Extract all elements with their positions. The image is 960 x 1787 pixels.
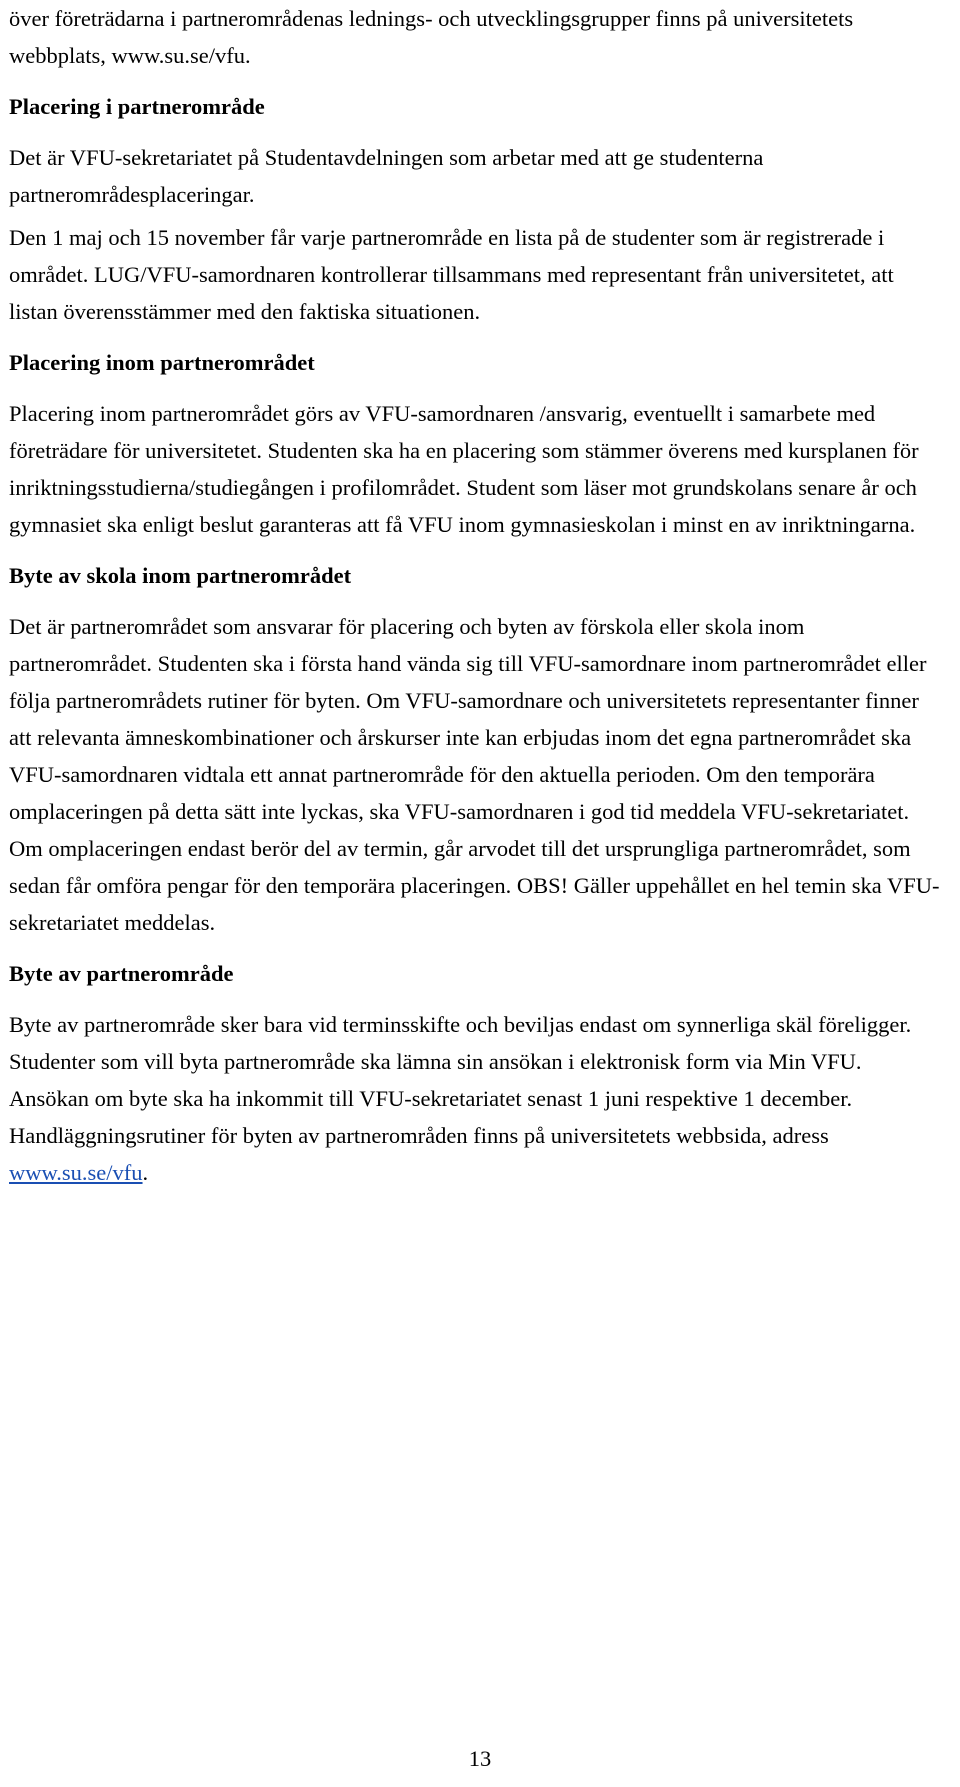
section-heading-byte-av-skola: Byte av skola inom partnerområdet [9,563,352,588]
section-heading-placering-i-partneromrade: Placering i partnerområde [9,94,265,119]
section-4-text: Byte av partnerområde sker bara vid terminsskifte och beviljas endast om synnerliga skäl föreligger. Studenter som vill byta partnerområde ska lämna sin ansökan i elektronisk form via Min VFU. Ansökan om byte ska ha inkommit till VFU-sekretariatet senast 1 juni respektive 1 december. Handläggningsrutiner för byten av partnerområden finns på universitetets webbsida, adress [9,1012,912,1148]
intro-paragraph: över företrädarna i partnerområdenas lednings- och utvecklingsgrupper finns på universitetets webbplats, www.su.se/vfu. [9,6,854,68]
section-1-paragraph-2: Den 1 maj och 15 november får varje partnerområde en lista på de studenter som är registrerade i området. LUG/VFU-samordnaren kontrollerar tillsammans med representant från universitetet, att listan överensstämmer med den faktiska situationen. [9,225,894,324]
section-4-paragraph-1 [9,1006,944,1191]
section-2-paragraph-1: Placering inom partnerområdet görs av VFU-samordnaren /ansvarig, eventuellt i samarbete med företrädare för universitetet. Studenten ska ha en placering som stämmer överens med kursplanen för inriktningsstudierna/studiegången i profilområdet. Student som läser mot grundskolans senare år och gymnasiet ska enligt beslut garanteras att få VFU inom gymnasieskolan i minst en av inriktningarna. [9,401,919,537]
section-4-period: . [142,1160,149,1185]
section-heading-byte-av-partneromrade: Byte av partnerområde [9,961,234,986]
section-3-paragraph-1: Det är partnerområdet som ansvarar för placering och byten av förskola eller skola inom partnerområdet. Studenten ska i första hand vända sig till VFU-samordnare inom partnerområdet eller följa partnerområdets rutiner för byten. Om VFU-samordnare och universitetets representanter finner att relevanta ämneskombinationer och årskurser inte kan erbjudas inom det egna partnerområdet ska VFU-samordnaren vidtala ett annat partnerområde för den aktuella perioden. Om den temporära omplaceringen på detta sätt inte lyckas, ska VFU-samordnaren i god tid meddela VFU-sekretariatet. Om omplaceringen endast berör del av termin, går arvodet till det ursprungliga partnerområdet, som sedan får omföra pengar för den temporära placeringen. OBS! Gäller uppehållet en hel temin ska VFU-sekretariatet meddelas. [9,614,940,935]
section-heading-placering-inom-partneromradet: Placering inom partnerområdet [9,350,315,375]
vfu-website-link[interactable]: www.su.se/vfu [9,1160,143,1185]
section-1-paragraph-1: Det är VFU-sekretariatet på Studentavdelningen som arbetar med att ge studenterna partnerområdesplaceringar. [9,145,764,207]
page-number: 13 [468,1746,492,1771]
document-body [9,0,944,1191]
